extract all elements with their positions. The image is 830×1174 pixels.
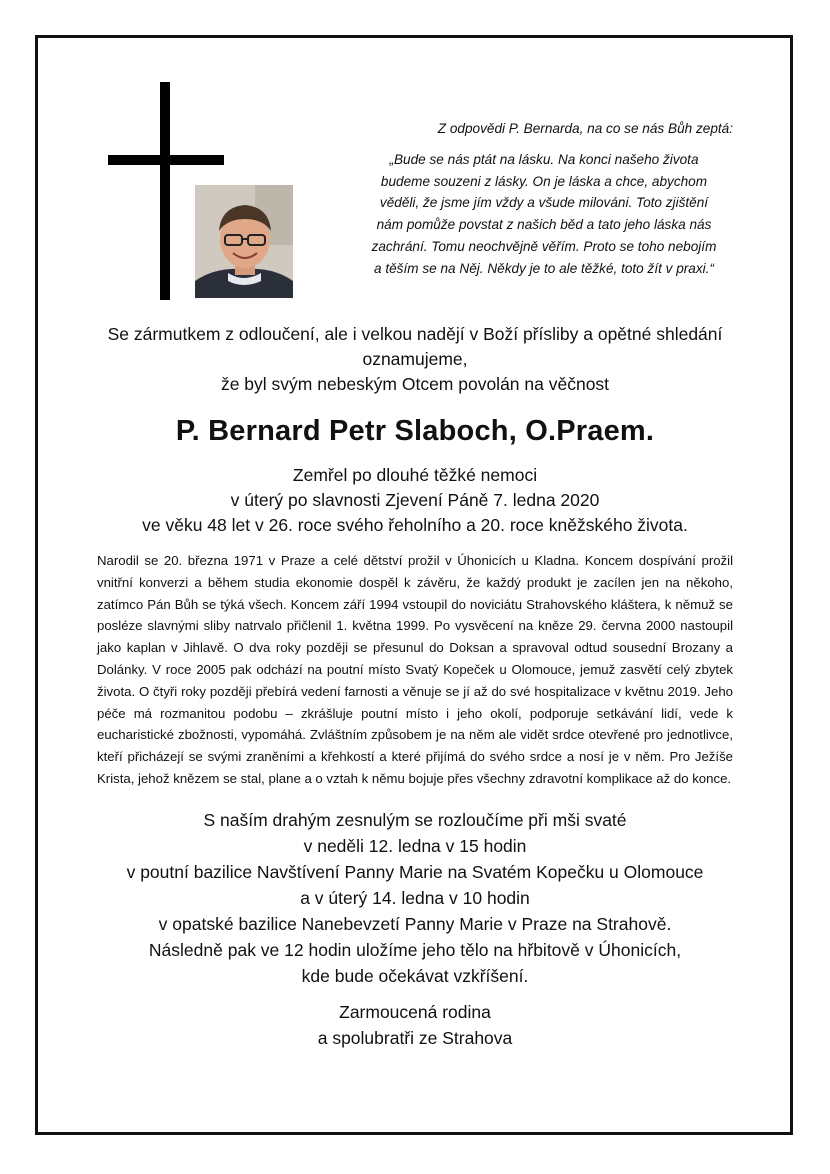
deceased-name: P. Bernard Petr Slaboch, O.Praem. [175, 415, 655, 447]
cross-horizontal-bar [108, 155, 224, 165]
quote-line: zachrání. Tomu neochvějně věřím. Proto se toho nebojím [371, 238, 717, 254]
funeral-line: Následně pak ve 12 hodin uložíme jeho tělo na hřbitově v Úhonicích, [148, 940, 682, 960]
funeral-info [60, 807, 770, 989]
death-line: v úterý po slavnosti Zjevení Páně 7. ledna 2020 [230, 490, 600, 510]
signature [60, 999, 770, 1051]
announcement-line: oznamujeme, [362, 349, 468, 369]
portrait-illustration [195, 185, 293, 298]
quote-line: „Bude se nás ptát na lásku. Na konci našeho života [389, 151, 699, 167]
death-line: ve věku 48 let v 26. roce svého řeholního a 20. roce kněžského života. [142, 515, 688, 535]
cross-vertical-bar [160, 82, 170, 300]
funeral-line: v neděli 12. ledna v 15 hodin [303, 836, 527, 856]
announcement [60, 322, 770, 397]
death-line: Zemřel po dlouhé těžké nemoci [292, 465, 538, 485]
signature-line: Zarmoucená rodina [339, 1002, 491, 1022]
portrait-photo [195, 185, 293, 298]
quote-line: a těším se na Něj. Někdy je to ale těžké, toto žít v praxi.“ [374, 260, 714, 276]
funeral-line: v opatské bazilice Nanebevzetí Panny Marie v Praze na Strahově. [158, 914, 672, 934]
announcement-line: Se zármutkem z odloučení, ale i velkou nadějí v Boží přísliby a opětné shledání [107, 324, 723, 344]
quote-intro: Z odpovědi P. Bernarda, na co se nás Bůh zeptá: [437, 121, 733, 136]
funeral-line: a v úterý 14. ledna v 10 hodin [300, 888, 530, 908]
announcement-line: že byl svým nebeským Otcem povolán na věčnost [220, 374, 610, 394]
death-info [60, 463, 770, 538]
signature-line: a spolubratři ze Strahova [317, 1028, 513, 1048]
quote-text [355, 149, 733, 280]
quote-line: věděli, že jsme jím vždy a všude milováni. Toto zjištění [379, 195, 709, 211]
quote-block [355, 118, 733, 280]
funeral-line: kde bude očekávat vzkříšení. [301, 966, 529, 986]
quote-line: budeme souzeni z lásky. On je láska a chce, abychom [380, 173, 708, 189]
funeral-line: v poutní bazilice Navštívení Panny Marie na Svatém Kopečku u Olomouce [126, 862, 704, 882]
funeral-line: S naším drahým zesnulým se rozloučíme při mši svaté [203, 810, 627, 830]
biography: Narodil se 20. března 1971 v Praze a celé dětství prožil v Úhonicích u Kladna. Koncem dospívání prožil vnitřní konverzi a během studia ekonomie dospěl k závěru, že každý produkt je zacílen jen na někoho, zatímco Pán Bůh se týká všech. Koncem září 1994 vstoupil do noviciátu Strahovského kláštera, k němuž se posléze slavnými sliby natrvalo přičlenil 1. května 1999. Po vysvěcení na kněze 29. června 2000 nastoupil jako kaplan v Jihlavě. O dva roky později se přesunul do Doksan a spravoval odtud sousední Brozany a Dolánky. V roce 2005 pak odchází na poutní místo Svatý Kopeček u Olomouce, jemuž zasvětí celý zbytek života. O čtyři roky později přebírá vedení farnosti a věnuje se jí až do své hospitalizace v květnu 2019. Jeho péče má rozmanitou podobu – zkrášluje poutní místo i jeho okolí, podporuje setkávání lidí, vede k eucharistické zbožnosti, vypomáhá. Zvláštním způsobem je na něm ale vidět srdce otevřené pro jednotlivce, kteří přicházejí se svými zraněními a křehkostí a které přijímá do svého srdce a nosí je v něm. Pro Ježíše Krista, jehož knězem se stal, plane a o vztah k němu bojuje přes všechny zdravotní komplikace až do konce. [97, 553, 733, 786]
quote-line: nám pomůže povstat z našich běd a tato jeho láska nás [376, 217, 712, 233]
